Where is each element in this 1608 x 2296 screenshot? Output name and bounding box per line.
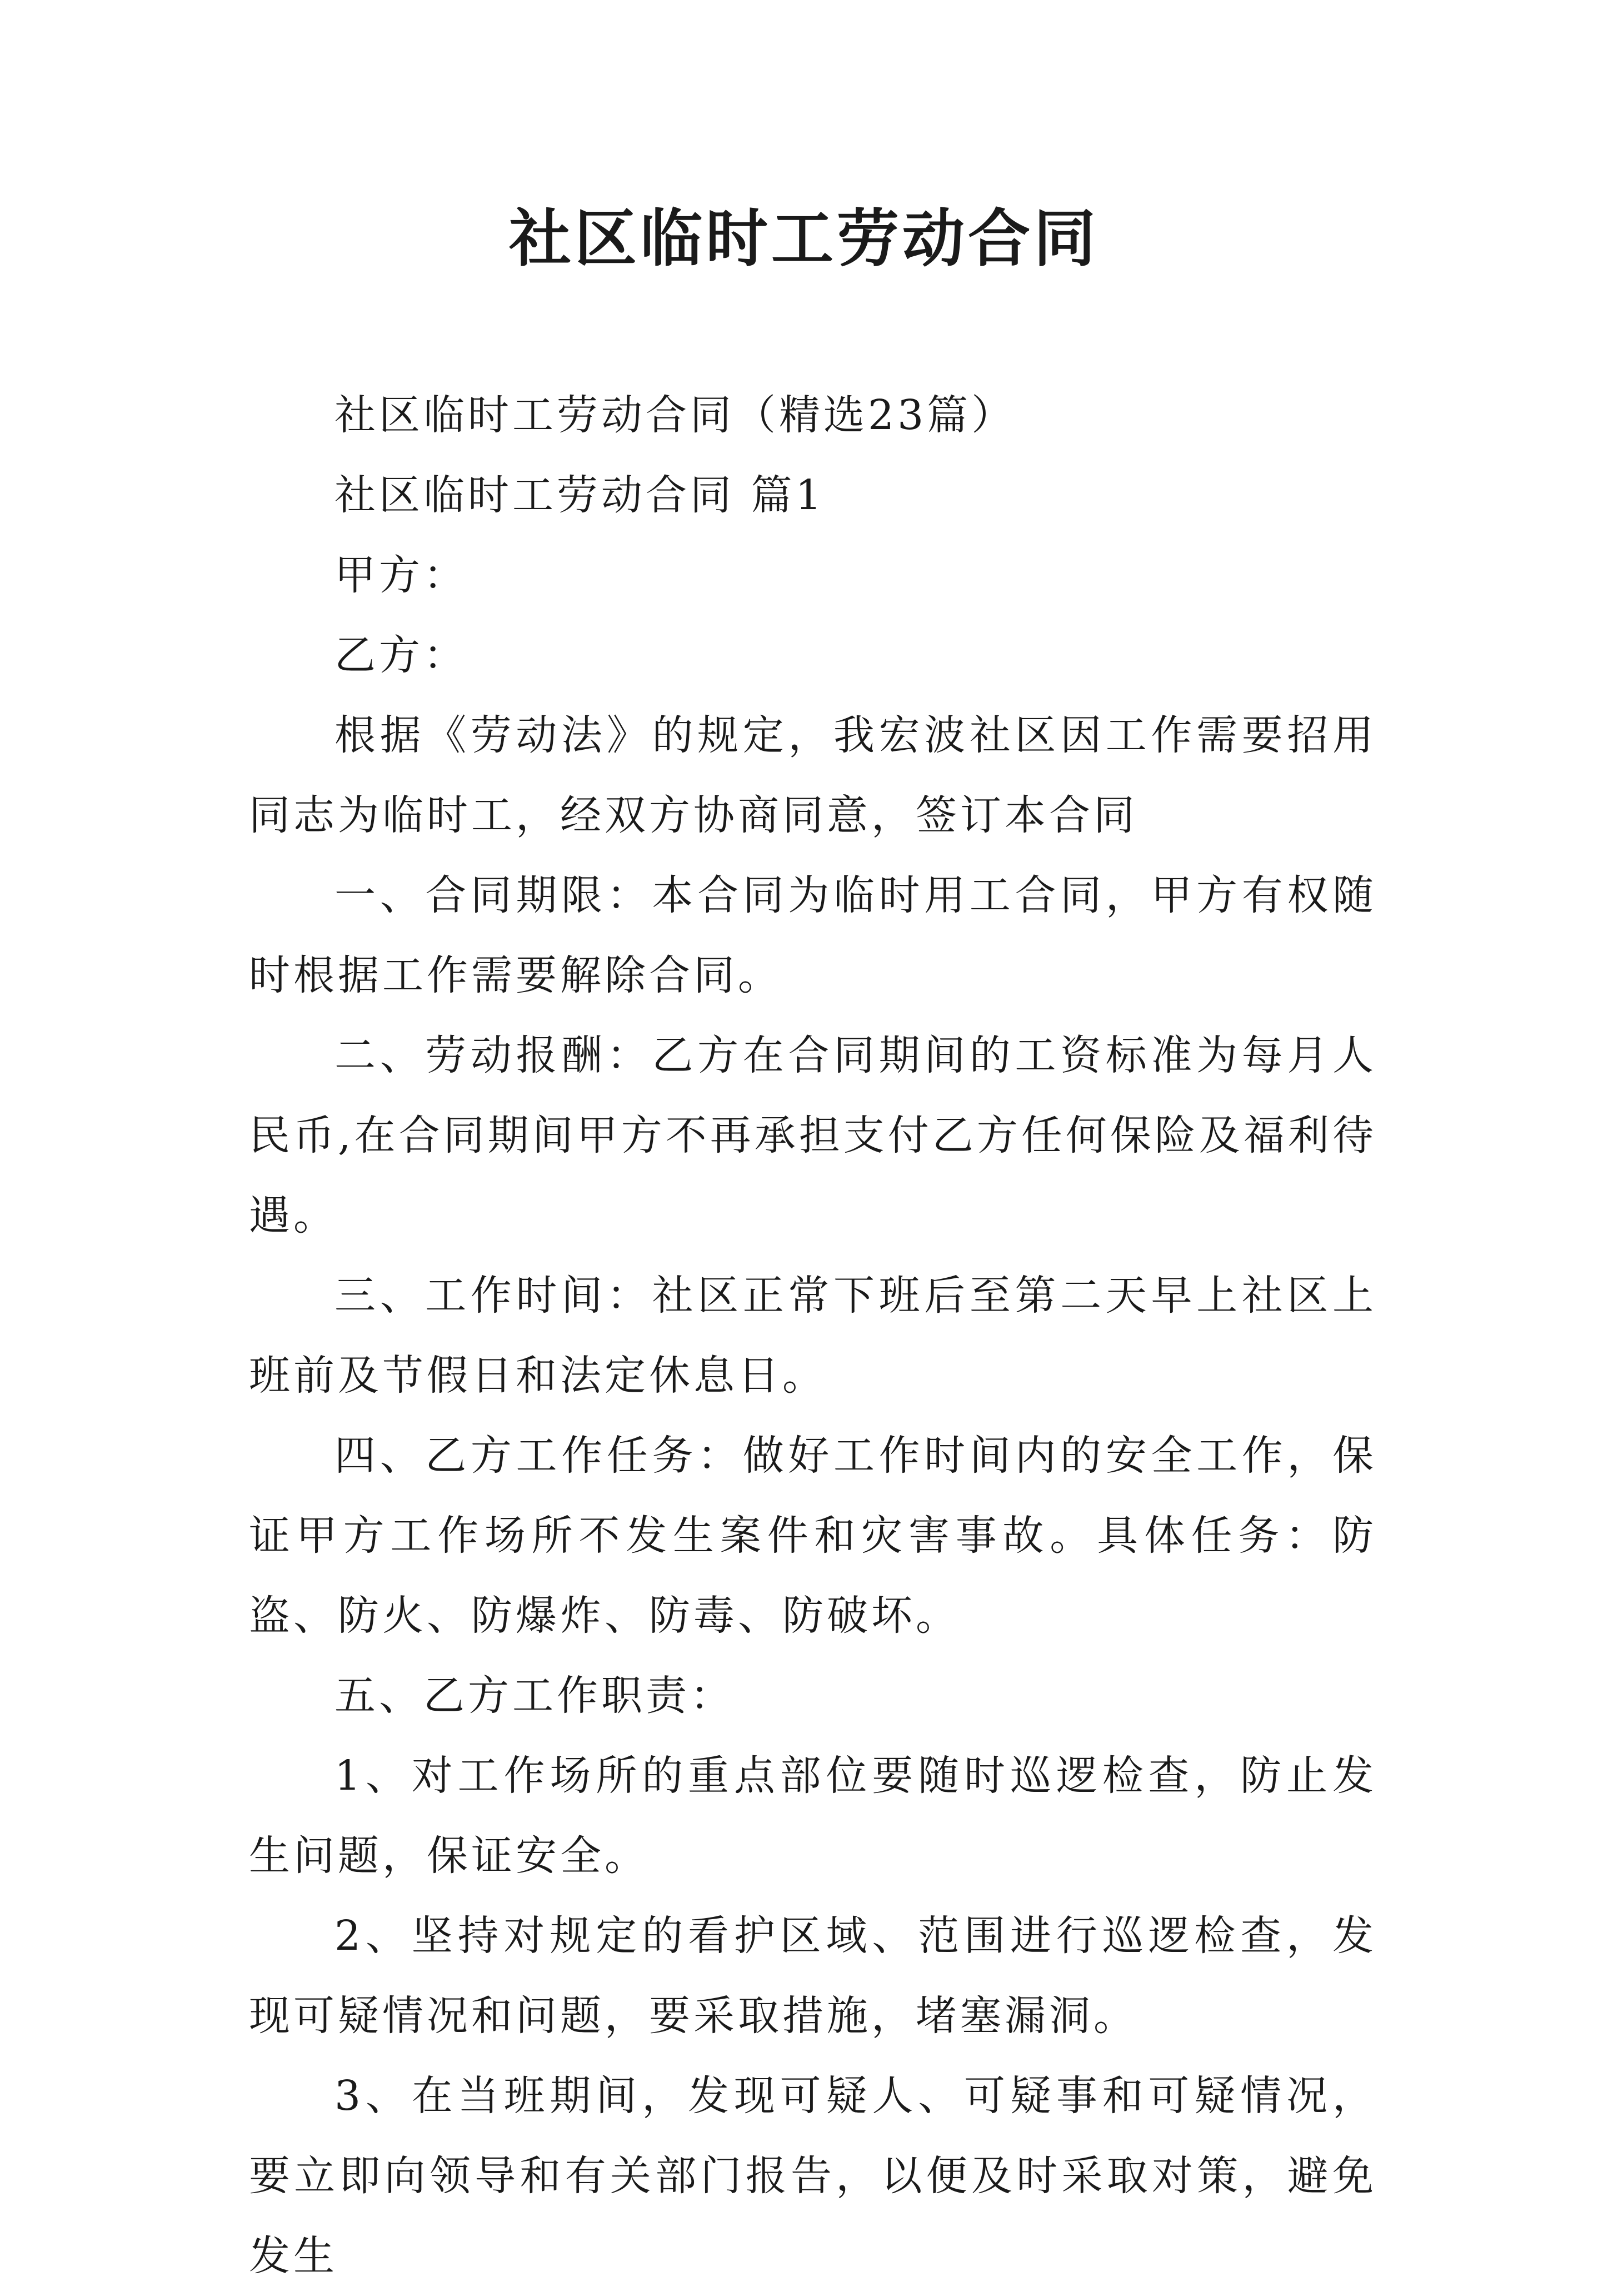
paragraph-subtitle: 社区临时工劳动合同（精选23篇） <box>334 391 1016 439</box>
paragraph-duty-2: 2、坚持对规定的看护区域、范围进行巡逻检查，发现可疑情况和问题，要采取措施，堵塞漏洞。 <box>249 1912 1377 2040</box>
paragraph-clause-term: 一、合同期限：本合同为临时用工合同，甲方有权随时根据工作需要解除合同。 <box>249 871 1377 999</box>
paragraph-clause-duties: 五、乙方工作职责： <box>334 1672 735 1720</box>
paragraph-party-b: 乙方： <box>334 631 468 679</box>
paragraph-clause-tasks: 四、乙方工作任务：做好工作时间内的安全工作，保证甲方工作场所不发生案件和灾害事故。具体任务：防盗、防火、防爆炸、防毒、防破坏。 <box>249 1432 1377 1640</box>
paragraph-clause-hours: 三、工作时间：社区正常下班后至第二天早上社区上班前及节假日和法定休息日。 <box>249 1272 1377 1399</box>
paragraph-party-a: 甲方： <box>334 551 468 599</box>
document-body <box>249 375 1377 2296</box>
paragraph-duty-3: 3、在当班期间，发现可疑人、可疑事和可疑情况，要立即向领导和有关部门报告，以便及时采取对策，避免发生 <box>249 2072 1377 2280</box>
paragraph-section-heading: 社区临时工劳动合同 篇1 <box>334 471 825 519</box>
paragraph-preamble: 根据《劳动法》的规定，我宏波社区因工作需要招用同志为临时工，经双方协商同意，签订本合同 <box>249 711 1377 839</box>
document-title: 社区临时工劳动合同 <box>509 202 1099 275</box>
paragraph-duty-1: 1、对工作场所的重点部位要随时巡逻检查，防止发生问题，保证安全。 <box>249 1752 1377 1880</box>
paragraph-clause-pay: 二、劳动报酬：乙方在合同期间的工资标准为每月人民币,在合同期间甲方不再承担支付乙方任何保险及福利待遇。 <box>249 1032 1377 1239</box>
